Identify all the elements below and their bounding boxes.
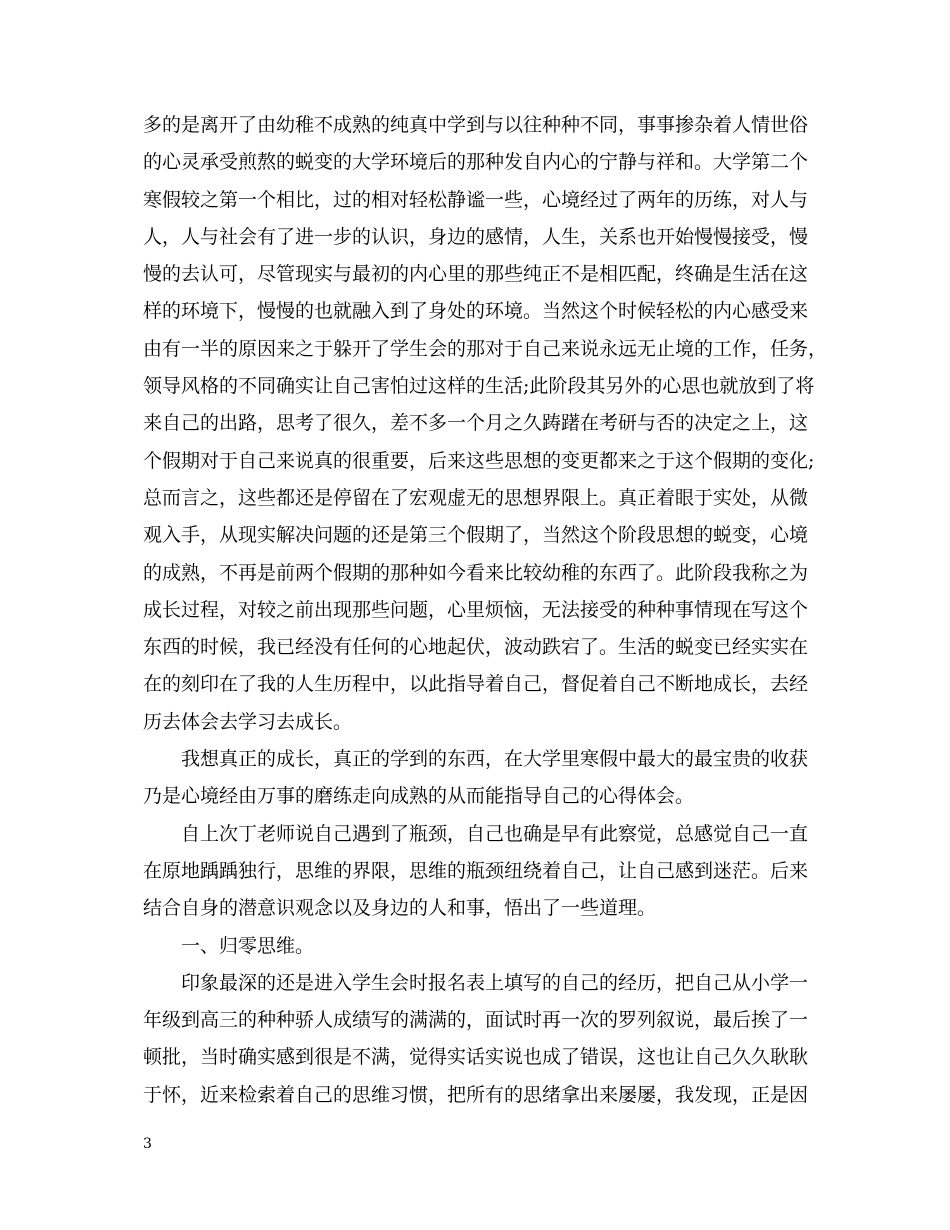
text-line: 年级到高三的种种骄人成绩写的满满的，面试时再一次的罗列叙说，最后挨了一 — [143, 1009, 809, 1032]
text-line: 的成熟，不再是前两个假期的那种如今看来比较幼稚的东西了。此阶段我称之为 — [143, 561, 809, 584]
text-line: 东西的时候，我已经没有任何的心地起伏，波动跌宕了。生活的蜕变已经实实在 — [143, 636, 809, 659]
text-line: 来自己的出路，思考了很久，差不多一个月之久踌躇在考研与否的决定之上，这 — [143, 412, 809, 435]
text-line: 自上次丁老师说自己遇到了瓶颈，自己也确是早有此察觉，总感觉自己一直 — [181, 822, 809, 845]
text-line: 领导风格的不同确实让自己害怕过这样的生活;此阶段其另外的心思也就放到了将 — [143, 375, 815, 398]
text-line: 人，人与社会有了进一步的认识，身边的感情，人生，关系也开始慢慢接受，慢 — [143, 225, 809, 248]
text-line: 成长过程，对较之前出现那些问题，心里烦恼，无法接受的种种事情现在写这个 — [143, 598, 809, 621]
text-line: 顿批，当时确实感到很是不满，觉得实话实说也成了错误，这也让自己久久耿耿 — [143, 1046, 809, 1069]
text-line: 于怀，近来检索着自己的思维习惯，把所有的思绪拿出来屡屡，我发现，正是因 — [143, 1083, 809, 1106]
text-line: 乃是心境经由万事的磨练走向成熟的从而能指导自己的心得体会。 — [143, 785, 695, 808]
text-line: 个假期对于自己来说真的很重要，后来这些思想的变更都来之于这个假期的变化; — [143, 449, 815, 472]
text-line: 样的环境下，慢慢的也就融入到了身处的环境。当然这个时候轻松的内心感受来 — [143, 300, 809, 323]
text-line: 一、归零思维。 — [181, 934, 315, 957]
text-line: 观入手，从现实解决问题的还是第三个假期了，当然这个阶段思想的蜕变，心境 — [143, 524, 809, 547]
text-line: 结合自身的潜意识观念以及身边的人和事，悟出了一些道理。 — [143, 897, 657, 920]
page-number: 3 — [143, 1136, 152, 1152]
text-line: 总而言之，这些都还是停留在了宏观虚无的思想界限上。真正着眼于实处，从微 — [143, 486, 809, 509]
text-line: 在的刻印在了我的人生历程中，以此指导着自己，督促着自己不断地成长，去经 — [143, 673, 809, 696]
text-line: 印象最深的还是进入学生会时报名表上填写的自己的经历，把自己从小学一 — [181, 971, 809, 994]
body-text — [143, 107, 828, 1114]
text-line: 多的是离开了由幼稚不成熟的纯真中学到与以往种种不同，事事掺杂着人情世俗 — [143, 114, 809, 136]
text-line: 历去体会去学习去成长。 — [143, 710, 353, 733]
text-line: 由有一半的原因来之于躲开了学生会的那对于自己来说永远无止境的工作，任务， — [143, 337, 828, 360]
text-line: 的心灵承受煎熬的蜕变的大学环境后的那种发自内心的宁静与祥和。大学第二个 — [143, 151, 809, 174]
text-line: 寒假较之第一个相比，过的相对轻松静谧一些，心境经过了两年的历练，对人与 — [143, 188, 809, 211]
text-line: 慢的去认可，尽管现实与最初的内心里的那些纯正不是相匹配，终确是生活在这 — [143, 263, 809, 286]
text-line: 我想真正的成长，真正的学到的东西，在大学里寒假中最大的最宝贵的收获 — [181, 748, 809, 771]
text-line: 在原地踽踽独行，思维的界限，思维的瓶颈纽绕着自己，让自己感到迷茫。后来 — [143, 859, 809, 882]
